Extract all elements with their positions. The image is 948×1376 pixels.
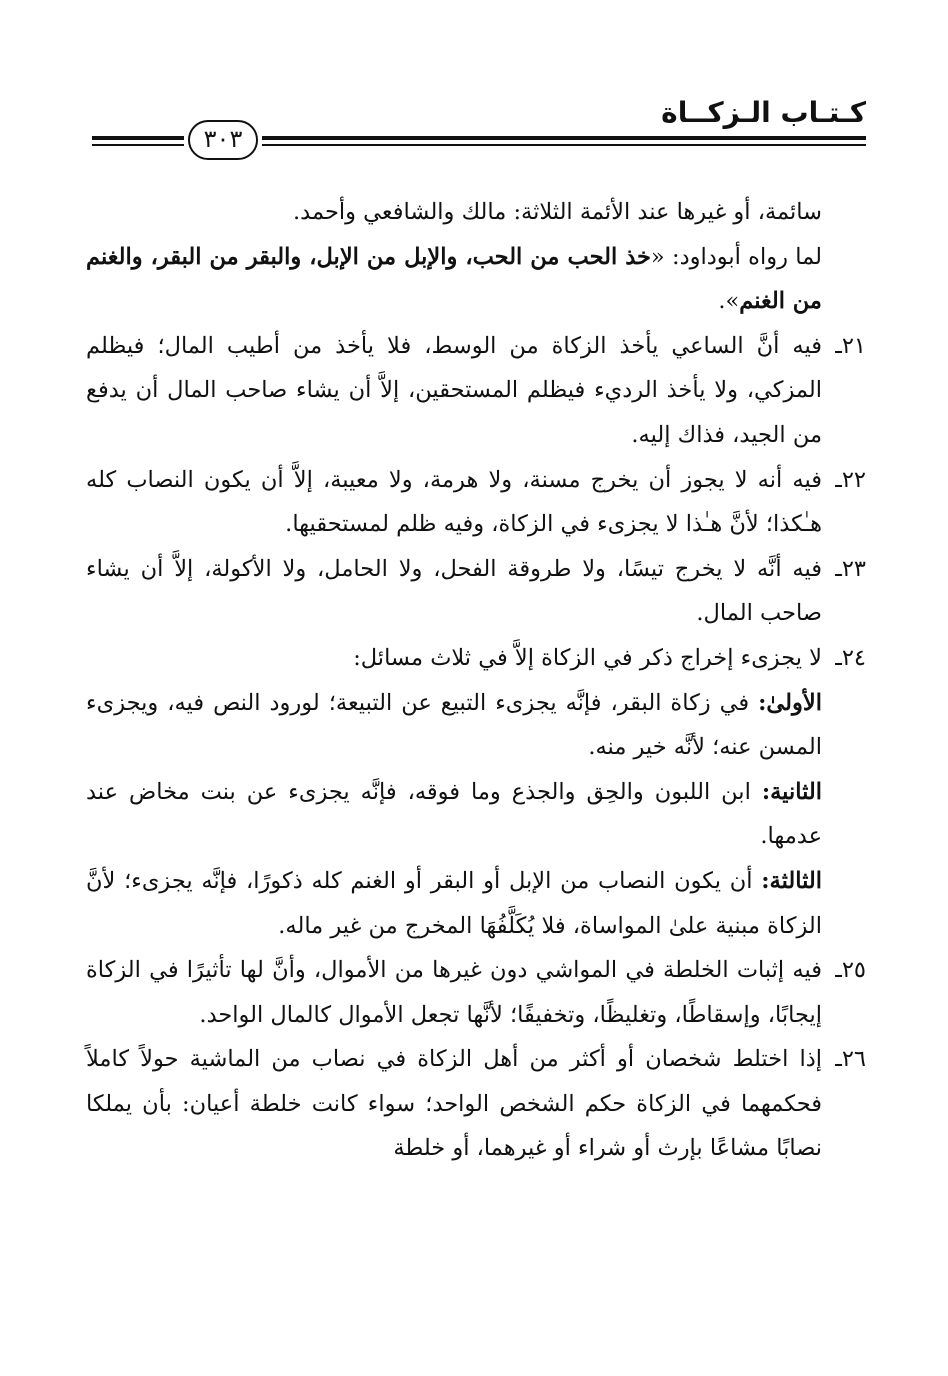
sub-item-text: أن يكون النصاب من الإبل أو البقر أو الغنم كله ذكورًا، فإنَّه يجزىء؛ لأنَّ الزكاة مبنية علىٰ المواساة، فلا يُكَلَّفُهَا المخرج من غير ماله. [86, 867, 822, 939]
sub-item-second [86, 770, 866, 859]
header-rule-left [92, 136, 184, 140]
sub-item-label: الأولىٰ: [758, 689, 822, 716]
item-text: فيه أنه لا يجوز أن يخرج مسنة، ولا هرمة، ولا معيبة، إلاَّ أن يكون النصاب كله هـٰكذا؛ لأنَّ هـٰذا لا يجزىء في الزكاة، وفيه ظلم لمستحقيها. [86, 466, 822, 538]
item-text: فيه أنَّ الساعي يأخذ الزكاة من الوسط، فلا يأخذ من أطيب المال؛ فيظلم المزكي، ولا يأخذ الرديء فيظلم المستحقين، إلاَّ أن يشاء صاحب المال أن يدفع من الجيد، فذاك إليه. [86, 332, 822, 448]
item-text: فيه إثبات الخلطة في المواشي دون غيرها من الأموال، وأنَّ لها تأثيرًا في الزكاة إيجابًا، وإسقاطًا، وتغليظًا، وتخفيفًا؛ لأنَّها تجعل الأموال كالمال الواحد. [86, 957, 822, 1028]
item-text: لا يجزىء إخراج ذكر في الزكاة إلاَّ في ثلاث مسائل: [353, 644, 822, 671]
page-body [86, 190, 866, 1171]
sub-item-label: الثالثة: [761, 867, 822, 894]
list-item [86, 547, 866, 636]
item-number: ٢٢ـ [835, 466, 866, 493]
hadith-text: خذ الحب من الحب، والإبل من الإبل، والبقر من البقر، والغنم من الغنم [86, 243, 822, 315]
item-number: ٢٣ـ [835, 555, 866, 582]
sub-item-label: الثانية: [761, 778, 822, 805]
item-number: ٢٦ـ [835, 1046, 866, 1073]
list-item [86, 636, 866, 681]
sub-item-third [86, 859, 866, 948]
hadith-paragraph [86, 235, 866, 324]
header-rule-left-thin [92, 144, 184, 146]
hadith-lead: لما رواه أبوداود: « [650, 243, 822, 270]
list-item [86, 948, 866, 1037]
header-rule [262, 136, 866, 140]
item-number: ٢١ـ [835, 332, 866, 359]
item-text: إذا اختلط شخصان أو أكثر من أهل الزكاة في نصاب من الماشية حولاً كاملاً فحكمهما في الزكاة حكم الشخص الواحد؛ سواء كانت خلطة أعيان: بأن يملكا نصابًا مشاعًا بإرث أو شراء أو غيرهما، أو خلطة [86, 1046, 822, 1162]
sub-item-first [86, 681, 866, 770]
book-title: كـتـاب الـزكــاة [661, 96, 866, 129]
list-item [86, 1037, 866, 1171]
header-rule-thin [262, 144, 866, 146]
item-text: فيه أنَّه لا يخرج تيسًا، ولا طروقة الفحل، ولا الحامل، ولا الأكولة، إلاَّ أن يشاء صاحب المال. [86, 555, 822, 627]
intro-line: سائمة، أو غيرها عند الأئمة الثلاثة: مالك والشافعي وأحمد. [293, 199, 822, 225]
item-number: ٢٥ـ [835, 957, 866, 984]
hadith-end: ». [718, 288, 740, 315]
sub-item-text: ابن اللبون والحِق والجذع وما فوقه، فإنَّه يجزىء عن بنت مخاض عند عدمها. [86, 778, 822, 850]
page-number: ٣٠٣ [188, 120, 258, 160]
page-header [92, 96, 866, 166]
list-item [86, 324, 866, 458]
item-number: ٢٤ـ [835, 644, 866, 671]
sub-item-text: في زكاة البقر، فإنَّه يجزىء التبيع عن التبيعة؛ لورود النص فيه، ويجزىء المسن عنه؛ لأنَّه خير منه. [86, 689, 822, 761]
list-item [86, 458, 866, 547]
